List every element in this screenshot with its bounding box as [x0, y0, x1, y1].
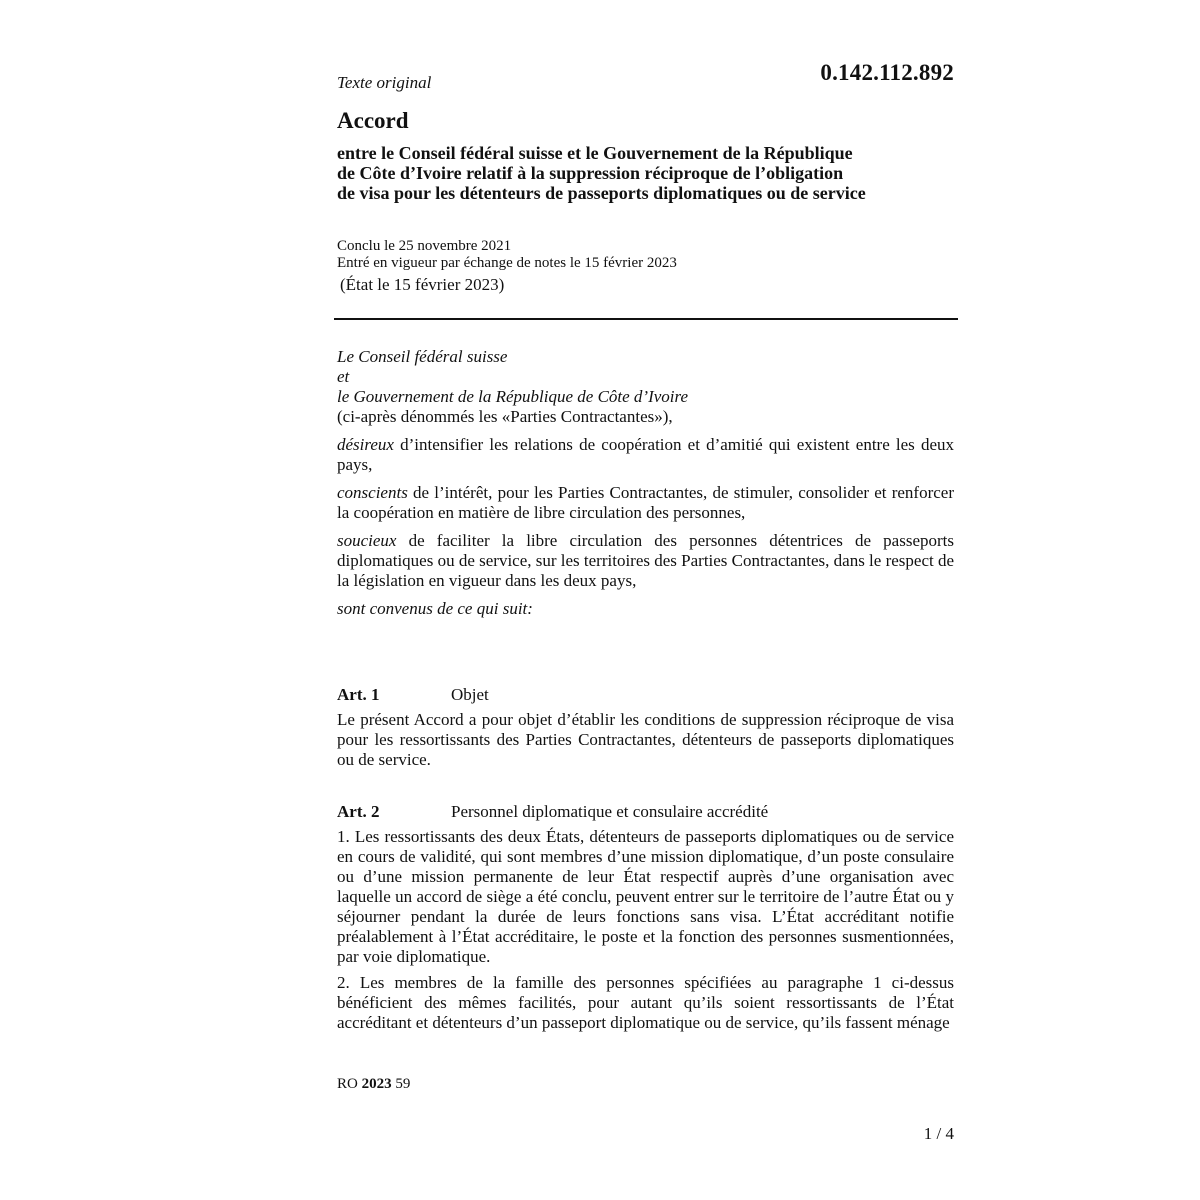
preamble-clause [337, 435, 954, 475]
ro-page: 59 [395, 1076, 411, 1092]
preamble-clause [337, 531, 954, 591]
article-1 [337, 685, 954, 770]
party-two: le Gouvernement de la République de Côte d’Ivoire [337, 387, 689, 406]
official-compilation-reference [337, 1076, 410, 1093]
article-heading [337, 802, 954, 822]
original-text-label: Texte original [337, 73, 432, 92]
article-2 [337, 802, 954, 1033]
subtitle-line: de Côte d’Ivoire relatif à la suppression réciproque de l’obligation [337, 163, 844, 183]
ro-year: 2023 [361, 1076, 392, 1092]
article-title: Personnel diplomatique et consulaire accrédité [451, 802, 769, 821]
article-paragraph: 2. Les membres de la famille des personnes spécifiées au paragraphe 1 ci-dessus bénéficient des mêmes facilités, pour autant qu’ils soient ressortissants de l’État accréditant et détenteurs d’un passeport diplomatique ou de service, qu’ils fassent ménage [337, 973, 954, 1032]
document-title: Accord [337, 108, 409, 133]
concluded-date: Conclu le 25 novembre 2021 [337, 238, 512, 254]
subtitle-line: entre le Conseil fédéral suisse et le Gouvernement de la République [337, 143, 853, 163]
status-date: (État le 15 février 2023) [340, 275, 505, 294]
clause-text: de faciliter la libre circulation des personnes détentrices de passeports diplomatiques ou de service, sur les territoires des Parties Contractantes, dans le respect de la législation en vigueur dans les deux pays, [337, 531, 955, 590]
page-indicator: 1 / 4 [923, 1124, 954, 1143]
document-subtitle [337, 143, 937, 203]
clause-text: d’intensifier les relations de coopération et d’amitié qui existent entre les deux pays, [337, 435, 954, 474]
article-number: Art. 1 [337, 685, 380, 704]
clause-lead: conscients [337, 483, 408, 502]
preamble-closing: sont convenus de ce qui suit: [337, 599, 533, 618]
clause-lead: désireux [337, 435, 394, 454]
article-body [337, 710, 954, 770]
in-force-date: Entré en vigueur par échange de notes le 15 février 2023 [337, 255, 677, 271]
document-metadata [337, 238, 954, 293]
clause-lead: soucieux [337, 531, 397, 550]
preamble-clause [337, 483, 954, 523]
article-title: Objet [451, 685, 489, 704]
article-paragraph: Le présent Accord a pour objet d’établir les conditions de suppression réciproque de visa pour les ressortissants des Parties Contractantes, détenteurs de passeports diplomatiques ou de service. [337, 710, 954, 769]
ro-prefix: RO [337, 1076, 358, 1092]
parties-note: (ci-après dénommés les «Parties Contractantes»), [337, 407, 673, 426]
conjunction: et [337, 367, 350, 386]
preamble [337, 347, 954, 619]
subtitle-line: de visa pour les détenteurs de passeports diplomatiques ou de service [337, 183, 866, 203]
party-one: Le Conseil fédéral suisse [337, 347, 508, 366]
article-paragraph: 1. Les ressortissants des deux États, détenteurs de passeports diplomatiques ou de service en cours de validité, qui sont membres d’une mission diplomatique, d’un poste consulaire ou d’une mission permanente de leur État respectif auprès d’une organisation avec laquelle un accord de siège a été conclu, peuvent entrer sur le territoire de l’autre État ou y séjourner pendant la durée de leurs fonctions sans visa. L’État accréditant notifie préalablement à l’État accréditaire, le poste et la fonction des personnes susmentionnées, par voie diplomatique. [337, 827, 954, 966]
article-body [337, 827, 954, 1033]
article-heading [337, 685, 954, 705]
clause-text: de l’intérêt, pour les Parties Contractantes, de stimuler, consolider et renforcer la coopération en matière de libre circulation des personnes, [337, 483, 954, 522]
header-divider [334, 318, 958, 320]
article-number: Art. 2 [337, 802, 380, 821]
sr-number: 0.142.112.892 [820, 60, 954, 85]
